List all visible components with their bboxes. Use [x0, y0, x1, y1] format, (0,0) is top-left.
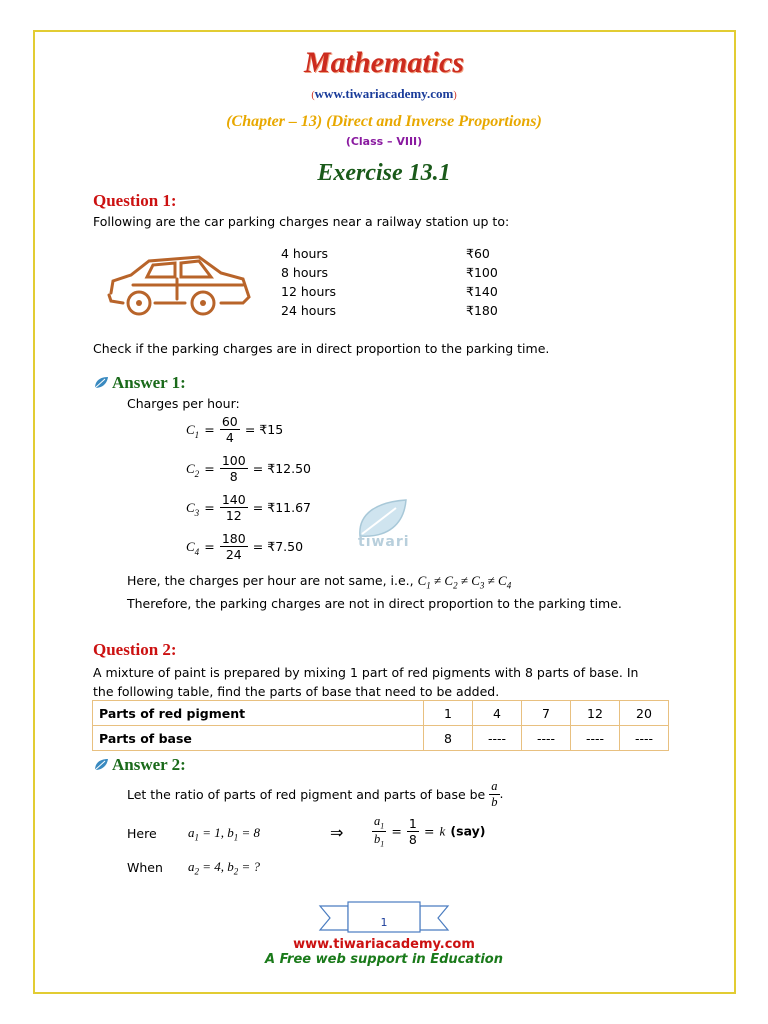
question-2-heading: Question 2: [93, 640, 177, 659]
chapter-heading: (Chapter – 13) (Direct and Inverse Proportions) [226, 113, 542, 130]
answer-1-conclusion-2: Therefore, the parking charges are not in direct proportion to the parking time. [127, 596, 622, 611]
footer-site-link[interactable]: www.tiwariacademy.com [293, 937, 475, 952]
answer-2-here-values: $a_1 = 1$, $b_1 = 8$ [188, 825, 261, 843]
table-row [93, 701, 669, 726]
table-row [93, 726, 669, 751]
charge-time: 8 hours [281, 265, 329, 280]
pigment-table [92, 700, 669, 751]
charge-amount: ₹140 [466, 284, 498, 299]
question-1-text: Following are the car parking charges near a railway station up to: [93, 214, 510, 229]
table-cell: ---- [473, 726, 522, 751]
question-1-ask: Check if the parking charges are in direct proportion to the parking time. [93, 341, 550, 356]
answer-1-heading: Answer 1: [112, 373, 186, 392]
table-cell: ---- [620, 726, 669, 751]
charge-time: 24 hours [281, 303, 337, 318]
table-cell: ---- [522, 726, 571, 751]
exercise-heading: Exercise 13.1 [317, 160, 451, 186]
implies-symbol: ⇒ [330, 823, 344, 842]
answer-1-conclusion-1: Here, the charges per hour are not same, i.e., $C_1 \ne C_2 \ne C_3 \ne C_4$ [127, 573, 512, 591]
charge-amount: ₹100 [466, 265, 498, 280]
footer-tagline: A Free web support in Education [265, 952, 503, 967]
charge-per-hour-line: $C_4$ = $\frac{180}{24}$ = ₹7.50 [186, 531, 304, 562]
table-cell: 7 [522, 701, 571, 726]
answer-leaf-icon [93, 376, 109, 390]
charge-time: 12 hours [281, 284, 337, 299]
charge-time: 4 hours [281, 246, 329, 261]
table-cell: 4 [473, 701, 522, 726]
answer-2-when-label: When [127, 860, 163, 875]
answer-2-heading: Answer 2: [112, 755, 186, 774]
table-row-label: Parts of red pigment [93, 701, 424, 726]
question-2-text-2: the following table, find the parts of base that need to be added. [93, 684, 500, 699]
answer-2-here-label: Here [127, 826, 157, 841]
answer-leaf-icon [93, 758, 109, 772]
answer-2-line-1: Let the ratio of parts of red pigment and parts of base be $\frac{a}{b}$ . [127, 779, 504, 809]
charge-per-hour-line: $C_2$ = $\frac{100}{8}$ = ₹12.50 [186, 453, 311, 484]
charge-amount: ₹180 [466, 303, 498, 318]
class-label: (Class – VIII) [345, 135, 423, 148]
answer-2-when-values: $a_2 = 4$, $b_2$ = ? [188, 859, 261, 877]
table-cell: 20 [620, 701, 669, 726]
answer-2-ratio: $\frac{a_1}{b_1}$ = $\frac{1}{8}$ = k (say) [374, 814, 486, 848]
table-cell: 12 [571, 701, 620, 726]
answer-1-intro: Charges per hour: [127, 396, 240, 411]
page-title: Mathematics [303, 46, 464, 79]
charge-amount: ₹60 [466, 246, 490, 261]
charge-per-hour-line: $C_1$ = $\frac{60}{4}$ = ₹15 [186, 414, 284, 445]
site-link[interactable]: (www.tiwariacademy.com) [311, 86, 457, 101]
charge-per-hour-line: $C_3$ = $\frac{140}{12}$ = ₹11.67 [186, 492, 311, 523]
table-cell: 8 [424, 726, 473, 751]
question-1-heading: Question 1: [93, 191, 177, 210]
table-cell: ---- [571, 726, 620, 751]
table-cell: 1 [424, 701, 473, 726]
watermark-text: tiwari [358, 534, 410, 550]
car-illustration [103, 251, 253, 323]
table-row-label: Parts of base [93, 726, 424, 751]
page-number: 1 [380, 916, 388, 929]
question-2-text-1: A mixture of paint is prepared by mixing 1 part of red pigments with 8 parts of base. In [93, 665, 639, 680]
